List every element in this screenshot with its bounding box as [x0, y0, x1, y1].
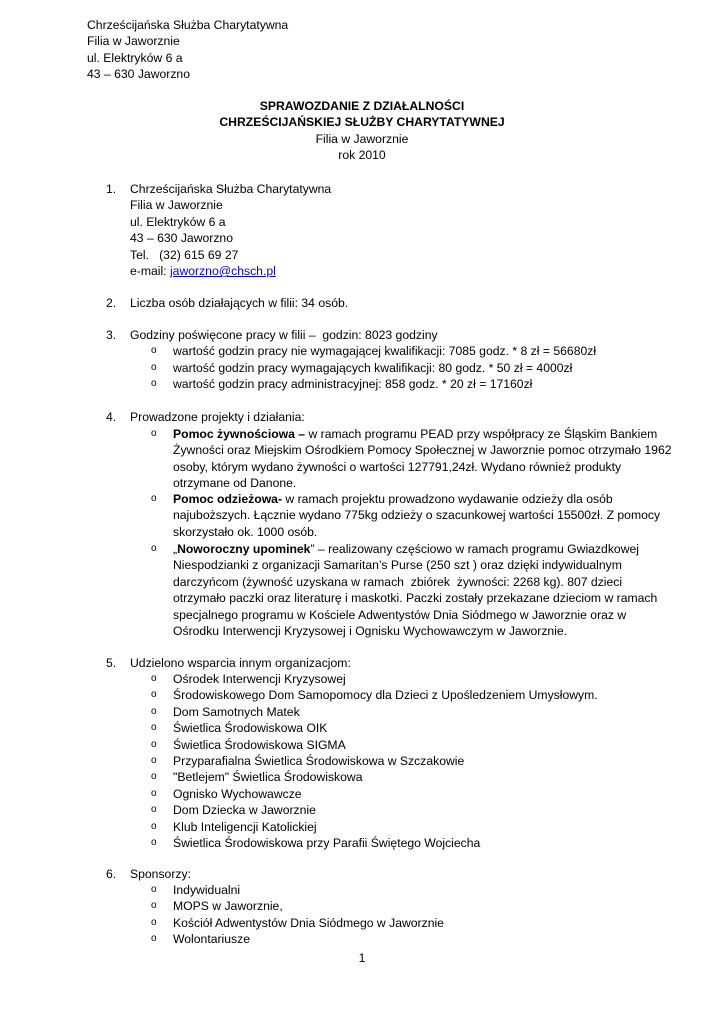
- organization-name: Klub Inteligencji Katolickiej: [173, 819, 317, 834]
- bullet-marker: o: [151, 493, 157, 504]
- title-line-3: Filia w Jaworznie: [315, 131, 409, 146]
- section-1-line-4: 43 – 630 Jaworzno: [130, 231, 233, 246]
- title-line-2: CHRZEŚCIJAŃSKIEJ SŁUŻBY CHARYTATYWNEJ: [219, 115, 505, 130]
- section-5-number: 5.: [106, 656, 117, 670]
- new-year-gift-line: specjalnego programu w Kościele Adwentystów Dnia Siódmego w Jaworznie oraz w: [173, 607, 627, 622]
- section-3-item-text: wartość godzin pracy administracyjnej: 858 godz. * 20 zł = 17160zł: [173, 377, 533, 391]
- bullet-marker: o: [151, 689, 157, 701]
- sponsor-name: Kościół Adwentystów Dnia Siódmego w Jaworznie: [173, 915, 444, 930]
- email-link[interactable]: jaworzno@chsch.pl: [169, 264, 276, 279]
- bullet-marker: o: [151, 543, 157, 554]
- section-4-text: Prowadzone projekty i działania:: [130, 410, 305, 424]
- organization-name: Świetlica Środowiskowa przy Parafii Świętego Wojciecha: [173, 836, 481, 850]
- section-3-number: 3.: [106, 328, 117, 342]
- new-year-gift-line: ” – realizowany częściowo w ramach programu Gwiazdkowej: [310, 542, 639, 556]
- bullet-marker: o: [151, 837, 157, 848]
- bullet-marker: o: [151, 933, 157, 945]
- section-3-item-text: wartość godzin pracy wymagających kwalifikacji: 80 godz. * 50 zł = 4000zł: [173, 361, 573, 375]
- new-year-gift-text: [173, 541, 693, 639]
- section-6-number: 6.: [106, 867, 117, 881]
- bullet-marker: o: [151, 722, 157, 734]
- section-4-number: 4.: [106, 410, 117, 424]
- bullet-marker: o: [151, 673, 157, 684]
- document-title: [0, 98, 724, 164]
- bullet-marker: o: [151, 738, 157, 750]
- bullet-marker: o: [151, 345, 157, 356]
- new-year-gift-line: Niespodzianki z organizacji Samaritan’s Purse (250 szt ) oraz dzięki indywidualnym: [173, 558, 622, 573]
- food-aid-line: otrzymane od Danone.: [173, 476, 297, 491]
- new-year-gift-heading: Noworoczny upominek: [177, 542, 311, 556]
- organization-name: Dom Samotnych Matek: [173, 704, 300, 719]
- sponsor-name: Indywidualni: [173, 883, 241, 897]
- title-line-1: SPRAWOZDANIE Z DZIAŁALNOŚCI: [259, 99, 465, 113]
- section-3-item-text: wartość godzin pracy nie wymagającej kwalifikacji: 7085 godz. * 8 zł = 56680zł: [173, 344, 597, 358]
- new-year-gift-line: darczyńcom (żywność uzyskana w ramach zbiórek żywności: 2268 kg). 807 dzieci: [173, 574, 623, 589]
- organization-name: Świetlica Środowiskowa SIGMA: [173, 737, 346, 752]
- organization-name: Ognisko Wychowawcze: [173, 786, 302, 801]
- food-aid-heading: Pomoc żywnościowa –: [173, 427, 306, 441]
- bullet-marker: o: [151, 916, 157, 928]
- header-street-line: ul. Elektryków 6 a: [87, 50, 183, 65]
- food-aid-line: w ramach programu PEAD przy współpracy ze Śląskim Bankiem: [305, 427, 658, 441]
- organization-name: Świetlica Środowiskowa OIK: [173, 721, 328, 736]
- section-3-text: Godziny poświęcone pracy w filii – godzin: 8023 godziny: [130, 328, 438, 342]
- bullet-marker: o: [151, 820, 157, 832]
- section-1-line-3: ul. Elektryków 6 a: [130, 214, 226, 229]
- open-quote: „: [173, 542, 178, 556]
- header-city-line: 43 – 630 Jaworzno: [87, 67, 190, 82]
- section-1-line-1: Chrześcijańska Służba Charytatywna: [130, 182, 332, 196]
- sponsor-name: MOPS w Jaworznie,: [173, 899, 283, 914]
- bullet-marker: o: [151, 900, 157, 912]
- new-year-gift-line: Ośrodku Interwencji Kryzysowej i Ognisku Wychowawczym w Jaworznie.: [173, 624, 568, 639]
- clothing-aid-line: w ramach projektu prowadzono wydawanie odzieży dla osób: [282, 492, 613, 506]
- bullet-marker: o: [151, 804, 157, 816]
- clothing-aid-text: [173, 491, 693, 540]
- section-6-text: Sponsorzy:: [130, 867, 191, 881]
- food-aid-text: [173, 426, 693, 492]
- page-number: 1: [358, 951, 366, 965]
- organization-name: Ośrodek Interwencji Kryzysowej: [173, 672, 346, 686]
- section-1-content: [130, 181, 670, 279]
- section-1-phone: Tel. (32) 615 69 27: [130, 247, 239, 262]
- section-5-text: Udzielono wsparcia innym organizacjom:: [130, 656, 351, 670]
- new-year-gift-line: otrzymało paczki oraz literaturę i maskotki. Paczki zostały przekazane dzieciom w ramach: [173, 591, 658, 606]
- title-line-4: rok 2010: [338, 148, 386, 163]
- bullet-marker: o: [151, 705, 157, 717]
- bullet-marker: o: [151, 755, 157, 766]
- clothing-aid-line: najuboższych. Łącznie wydano 775kg odzieży o szacunkowej wartości 15500zł. Z pomocy: [173, 508, 661, 523]
- header-address: [87, 17, 288, 83]
- organization-name: Dom Dziecka w Jaworznie: [173, 803, 316, 818]
- organization-name: "Betlejem" Świetlica Środowiskowa: [173, 770, 363, 785]
- section-1-number: 1.: [106, 182, 117, 196]
- bullet-marker: o: [151, 378, 157, 389]
- section-2-text: Liczba osób działających w filii: 34 osób.: [130, 296, 349, 310]
- bullet-marker: o: [151, 884, 157, 895]
- organization-name: Przyparafialna Świetlica Środowiskowa w Szczakowie: [173, 754, 465, 768]
- sponsor-name: Wolontariusze: [173, 932, 250, 947]
- header-org-line: Chrześcijańska Służba Charytatywna: [87, 18, 289, 32]
- header-branch-line: Filia w Jaworznie: [87, 34, 180, 49]
- clothing-aid-line: skorzystało ok. 1000 osób.: [173, 524, 318, 539]
- email-label: e-mail:: [130, 264, 170, 279]
- section-1-email-row: [130, 263, 670, 279]
- food-aid-line: osoby, którym wydano żywności o wartości 127791,24zł. Wydano również produkty: [173, 459, 622, 474]
- clothing-aid-heading: Pomoc odzieżowa-: [173, 492, 283, 506]
- section-2-number: 2.: [106, 296, 117, 310]
- food-aid-line: Żywności oraz Miejskim Ośrodkiem Pomocy Społecznej w Jaworznie pomoc otrzymało 1962: [173, 443, 672, 458]
- bullet-marker: o: [151, 771, 157, 783]
- section-1-line-2: Filia w Jaworznie: [130, 198, 223, 213]
- organization-name: Środowiskowego Dom Samopomocy dla Dzieci z Upośledzeniem Umysłowym.: [173, 688, 598, 703]
- bullet-marker: o: [151, 428, 157, 439]
- bullet-marker: o: [151, 362, 157, 373]
- bullet-marker: o: [151, 787, 157, 799]
